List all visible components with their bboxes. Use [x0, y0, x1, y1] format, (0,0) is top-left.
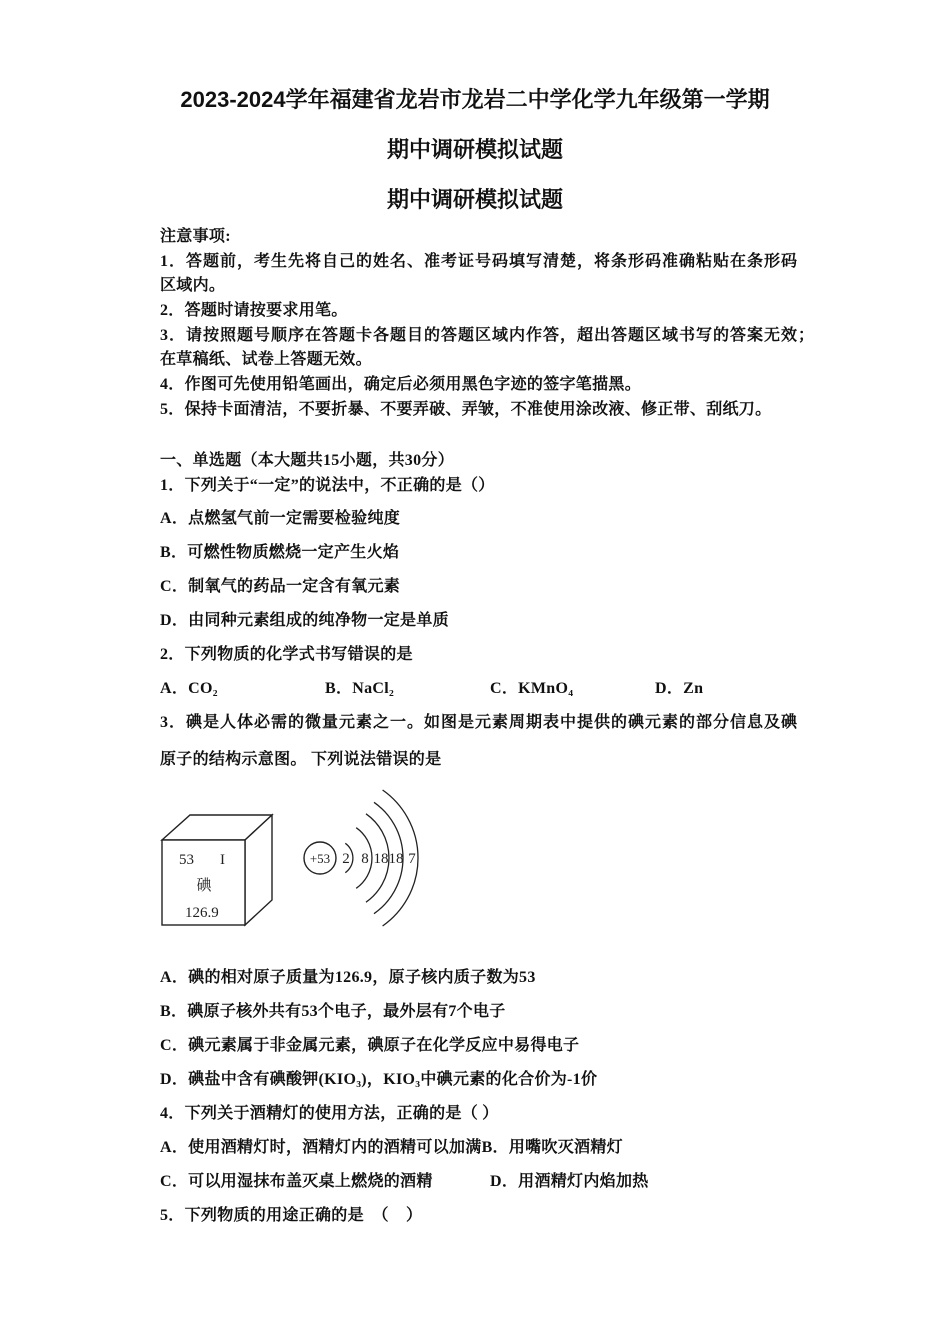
question-3-option-d: D．碘盐中含有碘酸钾(KIO₃)，KIO₃中碘元素的化合价为-1价 — [160, 1071, 598, 1088]
question-3-option-a: A．碘的相对原子质量为126.9，原子核内质子数为53 — [160, 969, 536, 986]
element-name: 碘 — [196, 878, 212, 894]
nucleus-charge: +53 — [309, 851, 331, 866]
question-1-stem: 1．下列关于“一定”的说法中，不正确的是（） — [160, 477, 495, 494]
notice-line: 在草稿纸、试卷上答题无效。 — [160, 351, 372, 368]
element-card — [162, 815, 272, 925]
element-symbol: I — [220, 852, 225, 868]
question-1-option-b: B．可燃性物质燃烧一定产生火焰 — [160, 544, 400, 561]
question-3-stem-line-1: 3．碘是人体必需的微量元素之一。如图是元素周期表中提供的碘元素的部分信息及碘 — [160, 714, 799, 731]
question-3-option-c: C．碘元素属于非金属元素，碘原子在化学反应中易得电子 — [160, 1037, 580, 1054]
atomic-mass: 126.9 — [185, 905, 219, 921]
electron-shell-count-3: 18 — [373, 851, 389, 867]
question-2-option-d: D．Zn — [655, 680, 704, 697]
iodine-figure — [150, 780, 440, 940]
electron-shell-count-2: 8 — [361, 851, 369, 867]
question-4-option-a: A．使用酒精灯时，酒精灯内的酒精可以加满 — [160, 1139, 482, 1156]
exam-title-line-2: 期中调研模拟试题 — [386, 137, 563, 162]
exam-title-line-3: 期中调研模拟试题 — [386, 187, 563, 212]
question-4-options-row-1 — [160, 1138, 623, 1158]
question-2-option-b: B．NaCl₂ — [325, 680, 395, 697]
question-4-option-c: C．可以用湿抹布盖灭桌上燃烧的酒精 — [160, 1173, 433, 1190]
electron-shell-count-5: 7 — [408, 851, 416, 867]
question-4-option-b: B．用嘴吹灭酒精灯 — [481, 1139, 623, 1156]
question-2-option-c: C．KMnO₄ — [490, 680, 574, 697]
question-3-option-b: B．碘原子核外共有53个电子，最外层有7个电子 — [160, 1003, 506, 1020]
section-heading: 一、单选题（本大题共15小题，共30分） — [160, 452, 455, 469]
notice-line: 4．作图可先使用铅笔画出，确定后必须用黑色字迹的签字笔描黑。 — [160, 376, 642, 393]
question-5-stem: 5．下列物质的用途正确的是 （ ） — [160, 1207, 423, 1224]
notice-line: 5．保持卡面清洁，不要折暴、不要弄破、弄皱，不准使用涂改液、修正带、刮纸刀。 — [160, 401, 772, 418]
atom-structure-diagram — [304, 790, 418, 926]
atomic-number: 53 — [179, 852, 194, 868]
question-3-stem-line-2: 原子的结构示意图。 下列说法错误的是 — [160, 751, 442, 768]
question-1-option-d: D．由同种元素组成的纯净物一定是单质 — [160, 612, 449, 629]
notice-line: 3．请按照题号顺序在答题卡各题目的答题区域内作答，超出答题区域书写的答案无效； — [160, 327, 816, 344]
question-4-option-d: D．用酒精灯内焰加热 — [490, 1173, 649, 1190]
question-2-option-a: A．CO₂ — [160, 680, 218, 697]
notice-line: 1．答题前，考生先将自己的姓名、准考证号码填写清楚，将条形码准确粘贴在条形码 — [160, 253, 799, 270]
exam-title-line-1: 2023-2024学年福建省龙岩市龙岩二中学化学九年级第一学期 — [180, 87, 770, 112]
question-1-option-c: C．制氧气的药品一定含有氧元素 — [160, 578, 401, 595]
notice-line: 区域内。 — [160, 277, 226, 294]
question-2-stem: 2．下列物质的化学式书写错误的是 — [160, 646, 413, 663]
notice-line: 2．答题时请按要求用笔。 — [160, 302, 348, 319]
question-1-option-a: A．点燃氢气前一定需要检验纯度 — [160, 510, 401, 527]
question-4-stem: 4．下列关于酒精灯的使用方法，正确的是（ ） — [160, 1105, 499, 1122]
notice-heading: 注意事项: — [160, 228, 231, 245]
electron-shell-count-4: 18 — [388, 851, 404, 867]
electron-shell-count-1: 2 — [342, 851, 350, 867]
